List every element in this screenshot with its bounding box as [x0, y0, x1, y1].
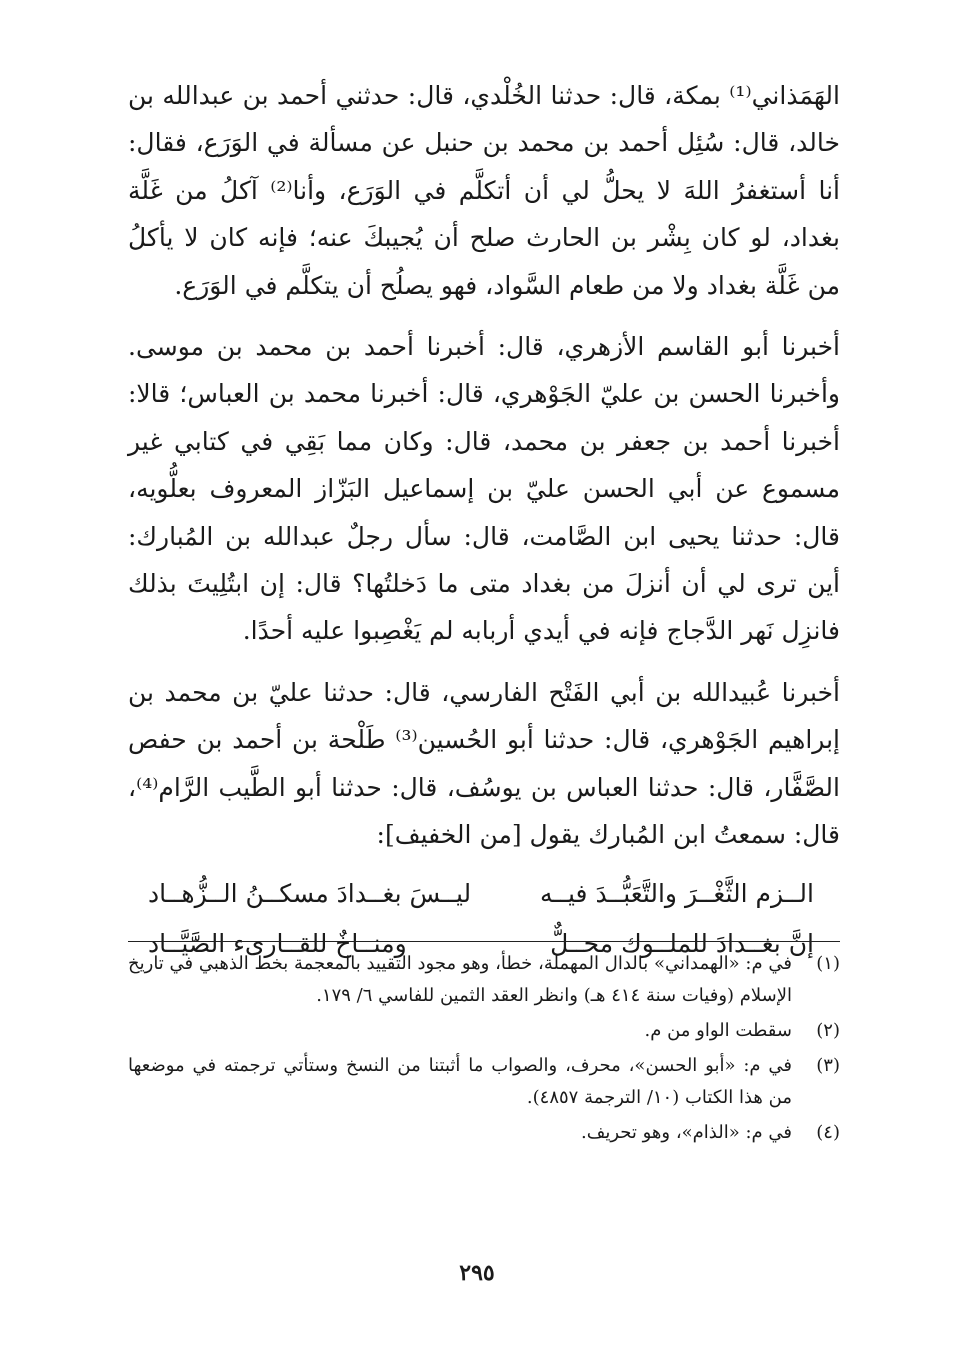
footnote-number: (٢)	[816, 1020, 840, 1041]
paragraph-2: أخبرنا أبو القاسم الأزهري، قال: أخبرنا أحمد بن محمد بن موسى. وأخبرنا الحسن بن عليّ الجَوْهري، قال: أخبرنا محمد بن العباس؛ قالا: أخبرنا أحمد بن جعفر بن محمد، قال: وكان مما بَقِي في كتابي غير مسموع عن أبي الحسن عليّ بن إسماعيل البَزّاز المعروف بعلُّويه، قال: حدثنا يحيى ابن الصَّامت، قال: سأل رجلٌ عبدالله بن المُبارك: أين ترى لي أن أنزلَ من بغداد متى ما دَخلتُها؟ قال: إن ابتُلِيتَ بذلك فانزِل نَهر الدَّجاج فإنه في أيدي أربابه لم يَغْصِبوا عليه أحدًا.	[128, 332, 840, 646]
footnotes	[128, 948, 840, 1152]
footnote-number: (١)	[816, 953, 840, 974]
verse-1-first-hemistich: الــزم الثَّغْــرَ والتَّعَبُّــدَ فيــه	[539, 878, 814, 908]
verse-1-second-hemistich: ليــسَ بغــدادَ مسكــنُ الــزُّهــاد	[148, 878, 472, 908]
footnote-text: في م: «الهمداني» بالدال المهملة، خطأ، وهو مجود التقييد بالمعجمة بخط الذهبي في تاريخ الإسلام (وفيات سنة ٤١٤ هـ) وانظر العقد الثمين للفاسي ٦/ ١٧٩.	[128, 953, 792, 1006]
paragraph-1: الهَمَذاني⁽¹⁾ بمكة، قال: حدثنا الخُلْدي، قال: حدثني أحمد بن عبدالله بن خالد، قال: سُئِل أحمد بن محمد بن حنبل عن مسألة في الوَرَع، فقال: أنا أستغفرُ اللهَ لا يحلُّ لي أن أتكلَّم في الوَرَع، وأنا⁽²⁾ آكلُ من غَلَّة بغداد، لو كان بِشْر بن الحارث صلح أن يُجيبكَ عنه؛ فإنه كان لا يأكلُ من غَلَّة بغداد ولا من طعام السَّواد، فهو يصلُح أن يتكلَّم في الوَرَع.	[128, 81, 841, 300]
footnote-4	[128, 1117, 840, 1149]
footnote-1	[128, 948, 840, 1012]
main-text	[128, 72, 840, 969]
footnote-text: في م: «أبو الحسن»، محرف، والصواب ما أثبتنا من النسخ وستأتي ترجمته في موضعها من هذا الكتاب (١٠/ الترجمة ٤٨٥٧).	[128, 1055, 792, 1108]
verse-1	[128, 869, 840, 919]
footnote-3	[128, 1050, 840, 1114]
footnote-number: (٤)	[816, 1122, 840, 1143]
page-number: ٢٩٥	[459, 1260, 495, 1286]
verse-2-first-hemistich: إنَّ بغــدادَ للملــوك محــلٌّ	[550, 928, 814, 958]
footnote-text: سقطت الواو من م.	[644, 1020, 792, 1041]
footnote-text: في م: «الذام»، وهو تحريف.	[580, 1122, 792, 1143]
footnote-divider	[128, 941, 840, 942]
verse-2-second-hemistich: ومنــاخٌ للقــارىء الصَّيَّــاد	[148, 928, 407, 958]
paragraph-3: أخبرنا عُبيدالله بن أبي الفَتْح الفارسي، قال: حدثنا عليّ بن محمد بن إبراهيم الجَوْهري، قال: حدثنا أبو الحُسين⁽³⁾ طَلْحة بن أحمد بن حفص الصَّفَّار، قال: حدثنا العباس بن يوسُف، قال: حدثنا أبو الطَّيب الرَّام⁽⁴⁾، قال: سمعتُ ابن المُبارك يقول [من الخفيف]:	[128, 677, 840, 850]
footnote-number: (٣)	[816, 1055, 840, 1076]
footnote-2	[128, 1015, 840, 1047]
